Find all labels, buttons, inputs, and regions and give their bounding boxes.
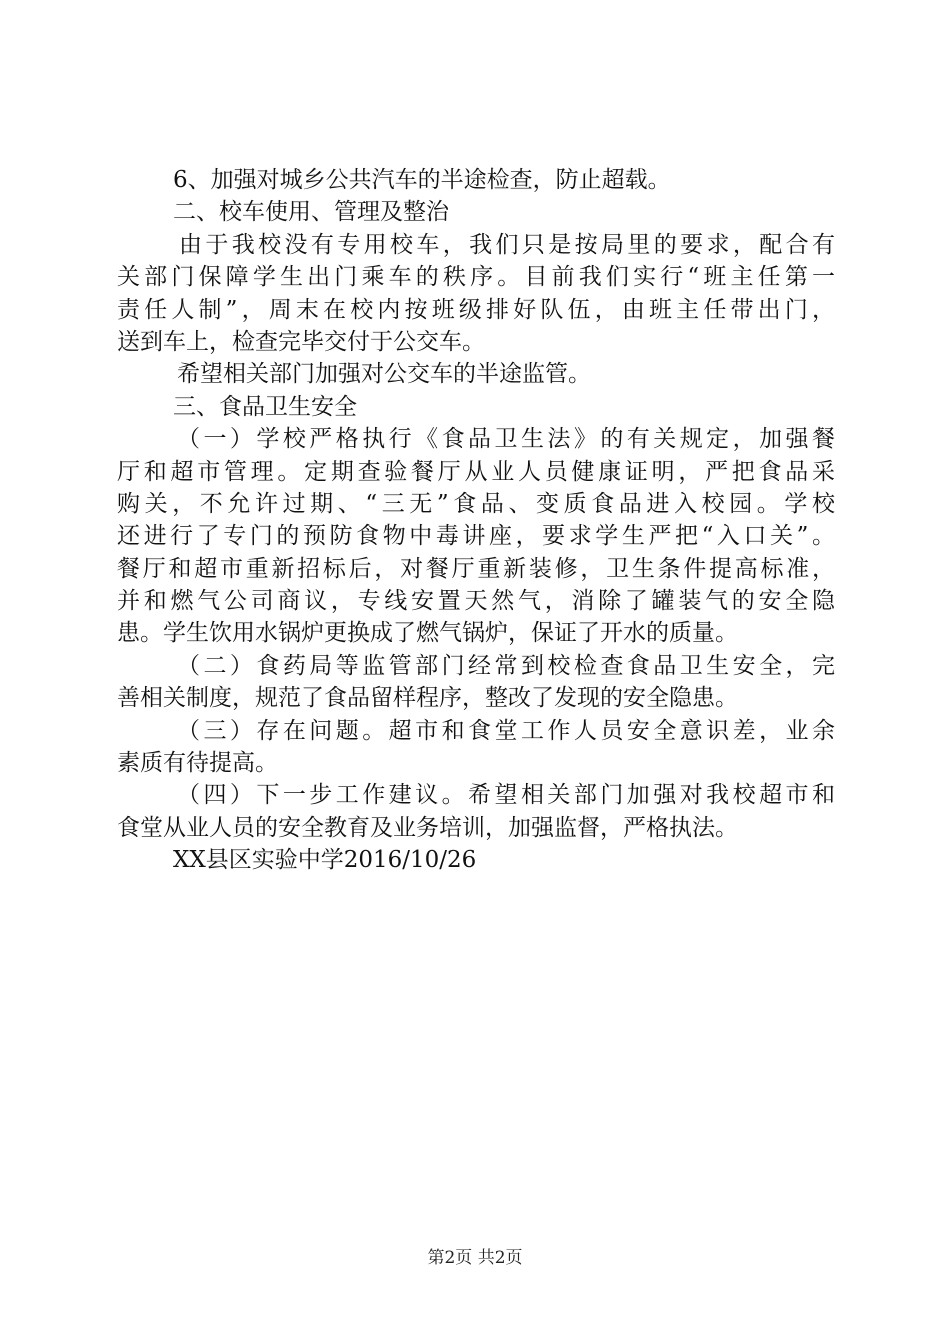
- paragraph-line: 素质有待提高。: [117, 750, 278, 777]
- paragraph-line: （二）食药局等监管部门经常到校检查食品卫生安全，完: [177, 652, 835, 679]
- paragraph-line: （三）存在问题。超市和食堂工作人员安全意识差，业余: [177, 717, 835, 744]
- paragraph-line: 希望相关部门加强对公交车的半途监管。: [177, 361, 591, 388]
- paragraph-line: 送到车上，检查完毕交付于公交车。: [117, 328, 485, 355]
- paragraph-line: 食堂从业人员的安全教育及业务培训，加强监督，严格执法。: [117, 814, 738, 841]
- paragraph-line: 餐厅和超市重新招标后，对餐厅重新装修，卫生条件提高标准，: [117, 555, 835, 582]
- paragraph-line: 责任人制”，周末在校内按班级排好队伍，由班主任带出门，: [117, 296, 835, 323]
- list-item-6: 6、加强对城乡公共汽车的半途检查，防止超载。: [173, 167, 671, 193]
- paragraph-line: （一）学校严格执行《食品卫生法》的有关规定，加强餐: [177, 426, 835, 453]
- section-heading-2: 二、校车使用、管理及整治: [173, 199, 449, 226]
- paragraph-line: 还进行了专门的预防食物中毒讲座，要求学生严把“入口关”。: [117, 523, 835, 550]
- paragraph-line: 善相关制度，规范了食品留样程序，整改了发现的安全隐患。: [117, 685, 738, 712]
- section-heading-3: 三、食品卫生安全: [173, 393, 357, 420]
- paragraph-line: 关部门保障学生出门乘车的秩序。目前我们实行“班主任第一: [117, 264, 835, 291]
- paragraph-line: 由于我校没有专用校车，我们只是按局里的要求，配合有: [179, 231, 835, 258]
- paragraph-line: （四）下一步工作建议。希望相关部门加强对我校超市和: [177, 782, 835, 809]
- paragraph-line: 并和燃气公司商议，专线安置天然气，消除了罐装气的安全隐: [117, 588, 835, 615]
- paragraph-line: 厅和超市管理。定期查验餐厅从业人员健康证明，严把食品采: [117, 458, 835, 485]
- document-body: [117, 164, 835, 877]
- paragraph-line: 购关，不允许过期、“三无”食品、变质食品进入校园。学校: [117, 490, 835, 517]
- signature-line: XX县区实验中学2016/10/26: [173, 847, 477, 874]
- page-footer: 第2页 共2页: [427, 1248, 523, 1268]
- paragraph-line: 患。学生饮用水锅炉更换成了燃气锅炉，保证了开水的质量。: [117, 620, 738, 647]
